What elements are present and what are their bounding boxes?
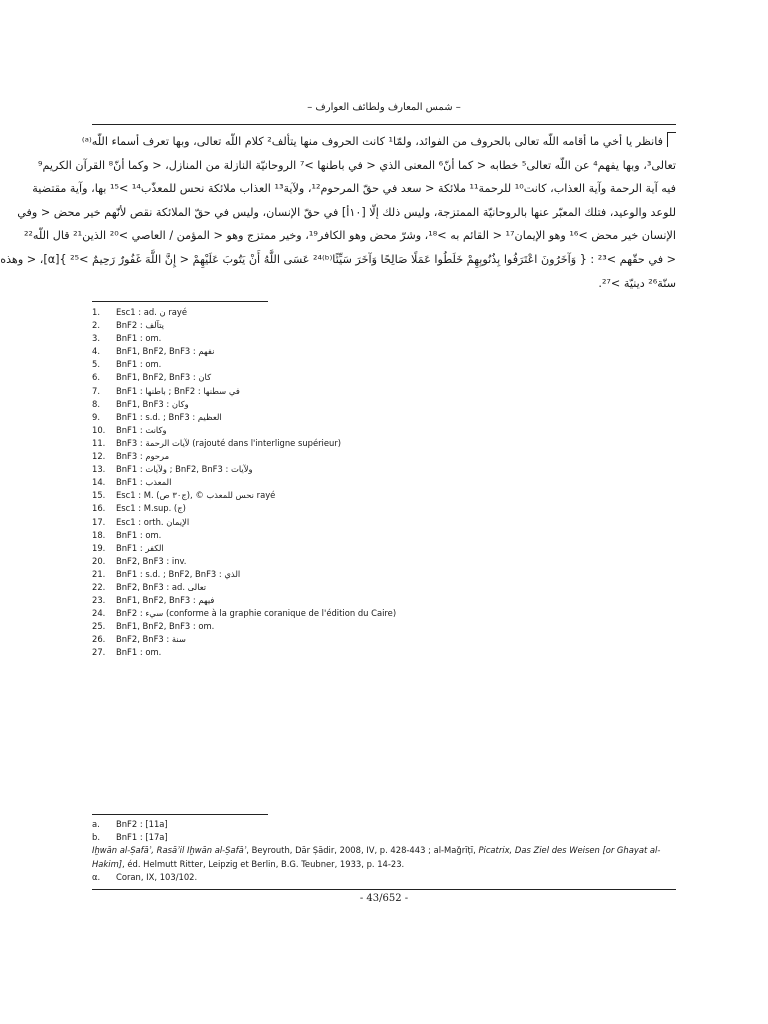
footnote-separator	[92, 814, 268, 815]
main-text-line: فيه آية الرحمة وآية العذاب، كانت¹⁰ للرحمة¹¹ ملائكة < سعد في حقّ المرحوم¹²، ولآية¹³ العذاب ملائكة نحس للمعذّب¹⁴ >¹⁵ بها، وآية مقتضية	[32, 182, 676, 196]
apparatus-entry: 21. BnF1 : s.d. ; BnF2, BnF3 : الذي	[92, 568, 241, 579]
apparatus-entry: 23. BnF1, BnF2, BnF3 : فيهم	[92, 595, 215, 606]
apparatus-entry: 8. BnF1, BnF3 : وكان	[92, 398, 189, 409]
footnote-a: a. BnF2 : [11a]	[92, 819, 168, 829]
apparatus-entry: 2. BnF2 : يتآلف	[92, 320, 164, 331]
apparatus-entry: 14. BnF1 : المعذب	[92, 477, 172, 488]
bibliographic-reference: Iḫwān al-Ṣafāʾ, Rasāʾil Iḫwān al-Ṣafāʾ, Beyrouth, Dār Ṣādir, 2008, IV, p. 428-443 ; al-Maǧrīṭī, Picatrix, Das Ziel des Weisen [or Ghayat al-Hakim], éd. Helmutt Ritter, Leipzig et Berlin, B.G. Teubner, 1933, p. 14-23.	[92, 845, 661, 869]
apparatus-entry: 17. Esc1 : orth. الإيمان	[92, 516, 190, 527]
critical-apparatus	[92, 306, 676, 660]
apparatus-entry: 18. BnF1 : om.	[92, 529, 162, 540]
apparatus-entry: 26. BnF2, BnF3 : سنة	[92, 634, 186, 645]
apparatus-entry: 19. BnF1 : الكفر	[92, 542, 164, 553]
apparatus-entry: 9. BnF1 : s.d. ; BnF3 : العظيم	[92, 411, 222, 422]
apparatus-entry: 22. BnF2, BnF3 : ad. تعالى	[92, 581, 207, 592]
top-rule	[92, 124, 676, 125]
main-text-line: الإنسان خير محض >¹⁶ وهو الإيمان¹⁷ < القائم به >¹⁸، وشرّ محض وهو الكافر¹⁹، وخير ممتزج وهو < المؤمن / العاصي >²⁰ الذين²¹ قال اللّه²²	[23, 229, 676, 243]
bottom-rule	[92, 889, 676, 890]
apparatus-entry: 1. Esc1 : ad. ن rayé	[92, 307, 188, 317]
apparatus-entry: 6. BnF1, BnF2, BnF3 : كان	[92, 372, 212, 383]
apparatus-entry: 11. BnF3 : لآيات الرحمة (rajouté dans l'interligne supérieur)	[92, 437, 342, 448]
running-head: – شمس المعارف ولطائف العوارف –	[307, 102, 461, 113]
apparatus-entry: 3. BnF1 : om.	[92, 333, 162, 344]
apparatus-entry: 24. BnF2 : سيء (conforme à la graphie coranique de l'édition du Caire)	[92, 608, 397, 619]
footnote-alpha: α. Coran, IX, 103/102.	[92, 871, 198, 882]
apparatus-entry: 27. BnF1 : om.	[92, 647, 162, 658]
page-number: - 43/652 -	[359, 893, 409, 904]
main-text-line	[81, 130, 676, 154]
footnote-b: b. BnF1 : [17a]	[92, 832, 168, 843]
main-text-line: < في حقّهم >²³ : { وَآخَرُونَ اعْتَرَفُوا بِذُنُوبِهِمْ خَلَطُوا عَمَلًا صَالِحًا وَآخَرَ سَيِّئًا⁽ᵇ⁾²⁴ عَسَى اللَّهُ أَنْ يَتُوبَ عَلَيْهِمْ < إِنَّ اللَّهَ غَفُورٌ رَحِيمٌ >²⁵ }[α]، < وهذه	[0, 252, 676, 266]
apparatus-entry: 4. BnF1, BnF2, BnF3 : نفهم	[92, 346, 215, 357]
main-text-line-content: فانظر يا أخي ما أقامه اللّه تعالى بالحروف من الفوائد، ولمّا¹ كانت الحروف منها يتألف² كلام اللّه تعالى، وبها تعرف أسماء اللّه⁽ᵃ⁾	[81, 135, 663, 148]
apparatus-entry: 5. BnF1 : om.	[92, 359, 162, 370]
main-text-line: تعالى³، وبها يفهم⁴ عن اللّه تعالى⁵ خطابه < كما أنّ⁶ المعنى الذي < في باطنها >⁷ الروحانيّة النازلة من المنازل، < وكما أنّ⁸ القرآن الكريم⁹	[37, 158, 676, 172]
apparatus-entry: 25. BnF1, BnF2, BnF3 : om.	[92, 621, 215, 632]
opening-bracket-mark	[667, 132, 676, 147]
apparatus-entry: 10. BnF1 : وكانت	[92, 424, 167, 435]
apparatus-entry: 16. Esc1 : M.sup. (ج)	[92, 503, 186, 514]
apparatus-entry: 15. Esc1 : M. (ج٣٠ ص), © نحس للمعذب rayé	[92, 490, 276, 501]
apparatus-entry: 20. BnF2, BnF3 : inv.	[92, 555, 187, 566]
main-text-line: سنّة²⁶ دينيّة >²⁷.	[598, 276, 676, 290]
footnotes	[92, 818, 676, 884]
apparatus-separator	[92, 301, 268, 302]
main-text	[0, 130, 676, 295]
apparatus-entry: 13. BnF1 : ولآيات ; BnF2, BnF3 : ولآيات	[92, 464, 253, 475]
apparatus-entry: 12. BnF3 : مرحوم	[92, 451, 170, 462]
apparatus-entry: 7. BnF1 : باطنها ; BnF2 : في سطنها	[92, 385, 240, 396]
main-text-line: للوعد والوعيد، فتلك المعبّر عنها بالروحانيّة الممتزجة، وليس ذلك إلّا [١٠أ] في حقّ الإنسان، وليس في حقّ الملائكة نقص لأنّهم خير محض < وفي	[17, 205, 676, 219]
